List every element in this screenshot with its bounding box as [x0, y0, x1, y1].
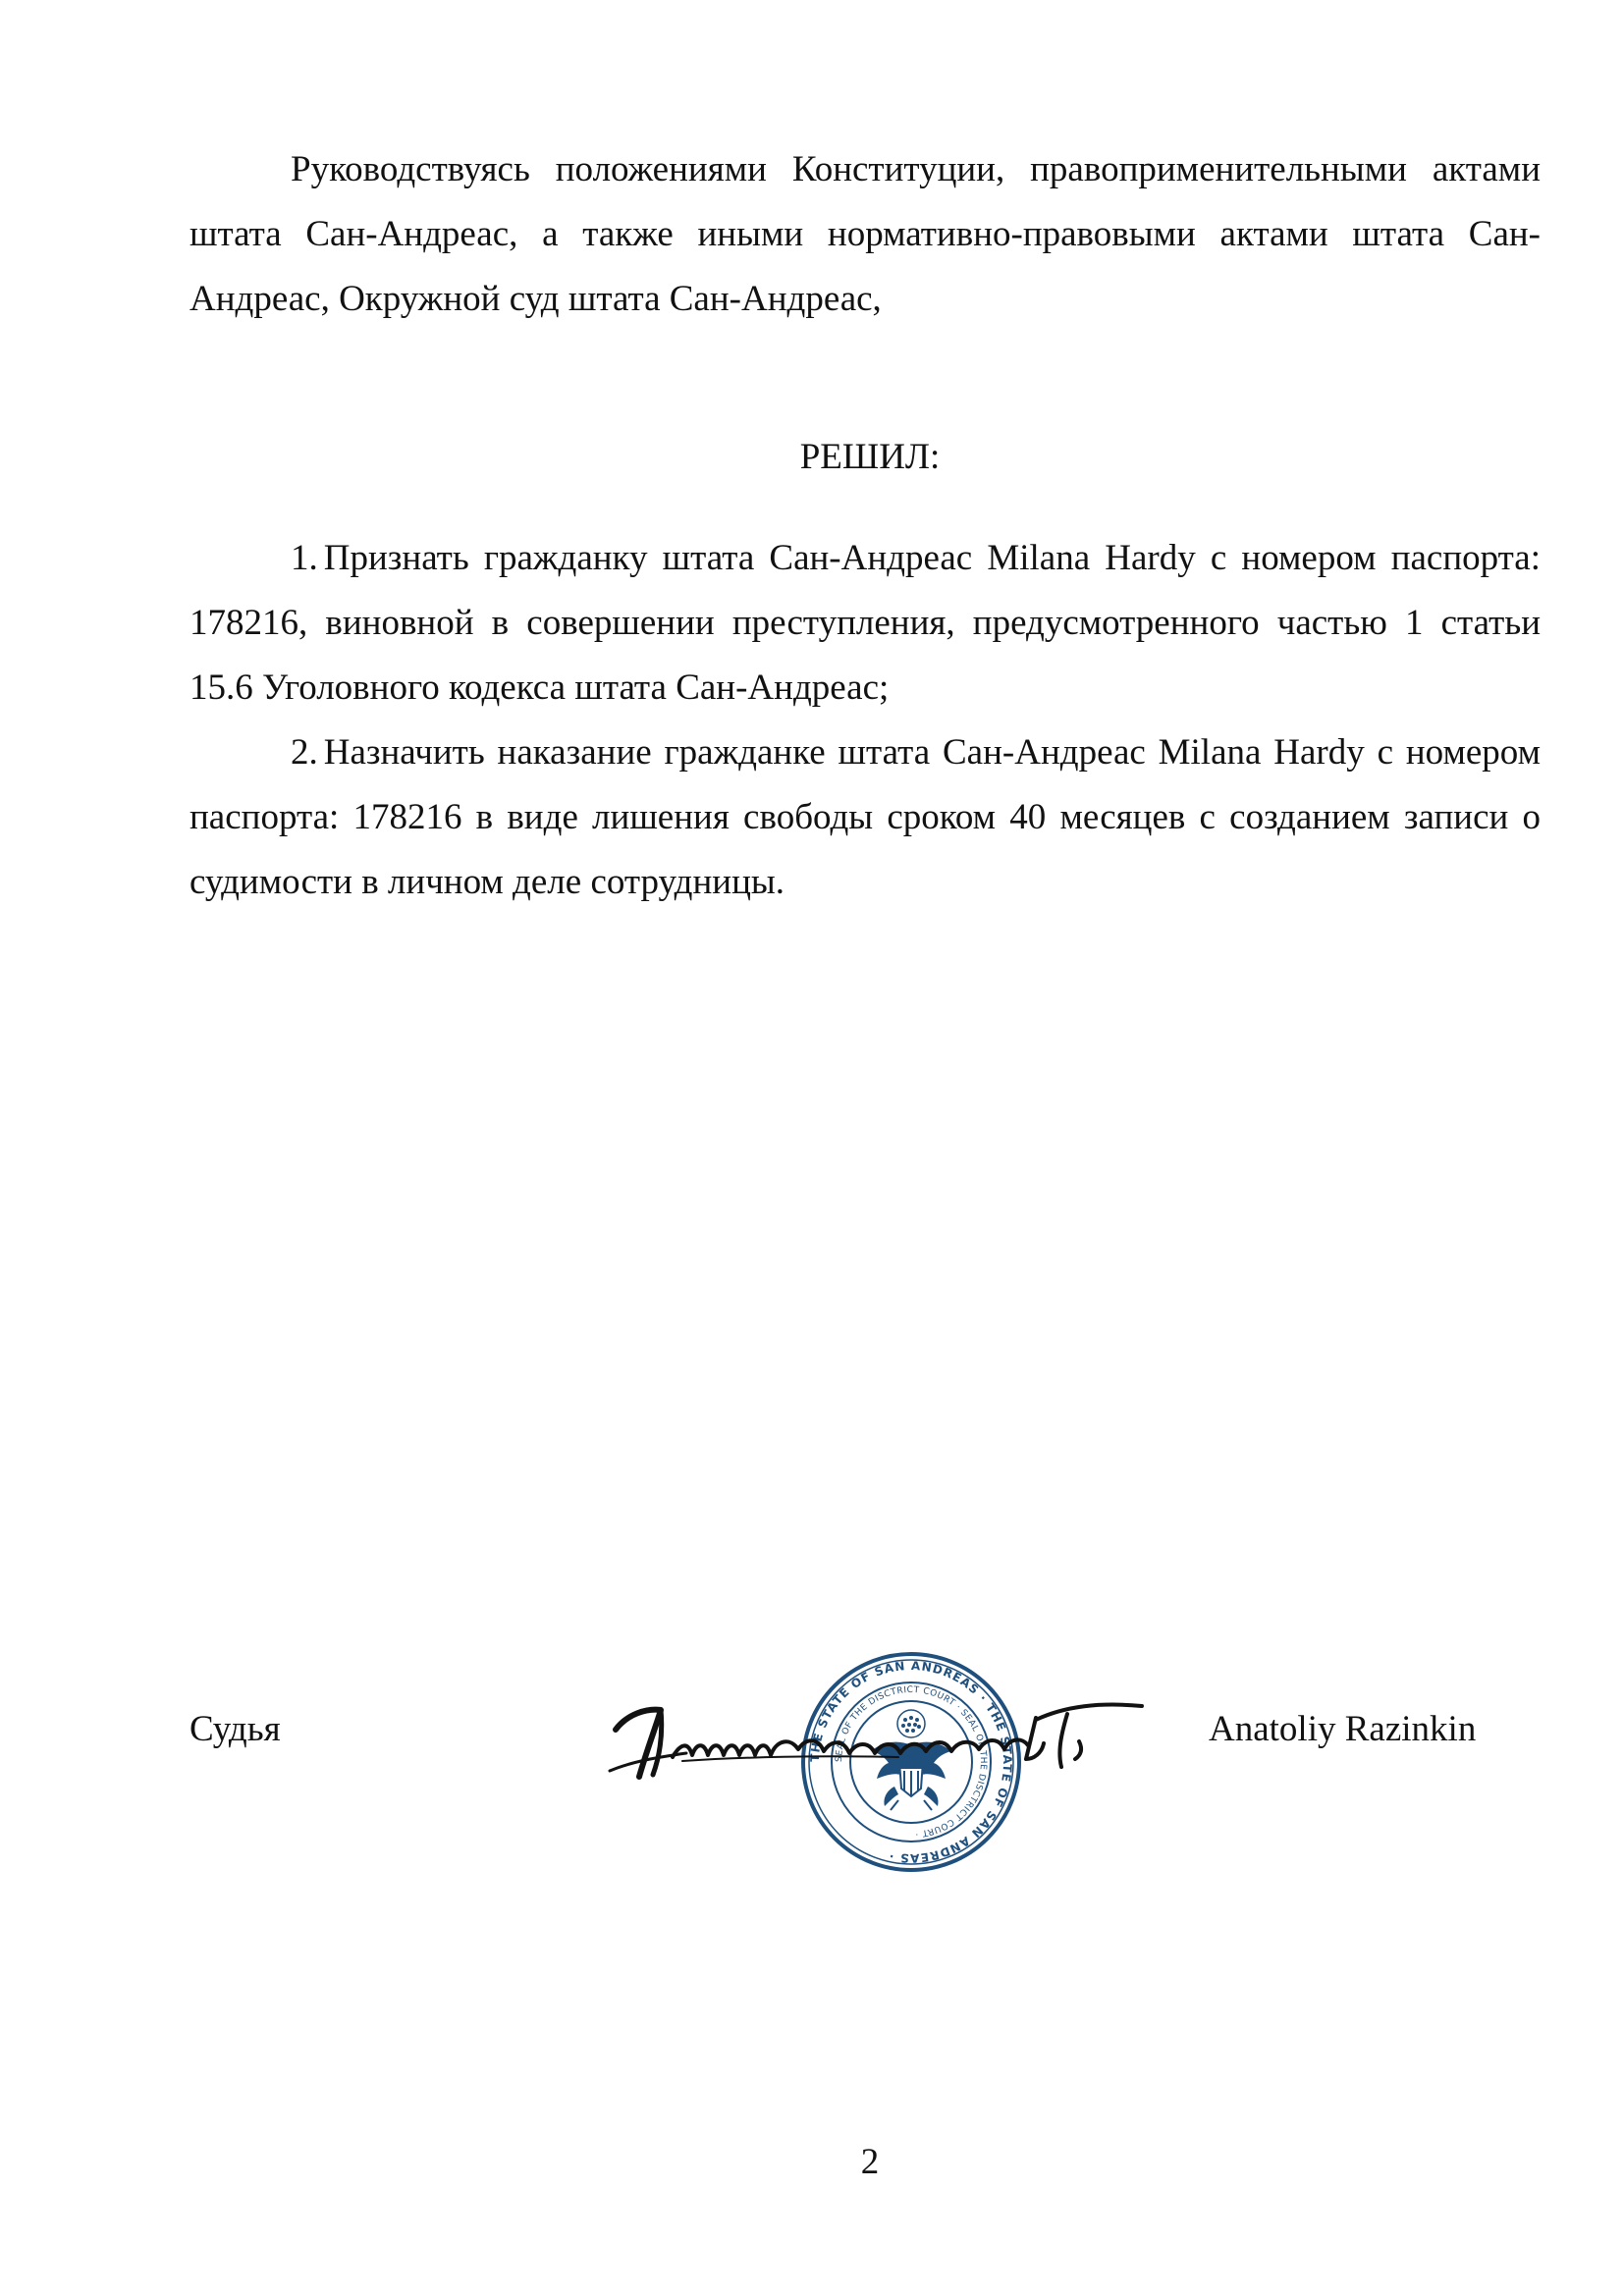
item-text: Назначить наказание гражданке штата Сан-Андреас Milana Hardy с номером паспорта: 178216 в виде лишения свободы сроком 40 месяцев с созданием записи о судимости в личном деле сотрудницы.	[189, 732, 1541, 902]
judge-role-label: Судья	[189, 1709, 281, 1749]
item-number: 1.	[291, 538, 318, 578]
seal-outer-text: THE STATE OF SAN ANDREAS · THE STATE OF SAN ANDREAS ·	[807, 1658, 1015, 1866]
decision-item-1	[189, 526, 1541, 721]
decision-item-2	[189, 721, 1541, 915]
item-number: 2.	[291, 732, 318, 773]
decision-items	[189, 526, 1541, 915]
seal-inner-text: SEAL OF THE DISCTRICT COURT · SEAL OF THE DISCTRICT COURT ·	[834, 1684, 989, 1839]
judge-name: Anatoliy Razinkin	[1209, 1709, 1477, 1749]
intro-paragraph: Руководствуясь положениями Конституции, правоприменительными актами штата Сан-Андреас, а также иными нормативно-правовыми актами штата Сан-Андреас, Окружной суд штата Сан-Андреас,	[189, 149, 1541, 319]
page-number: 2	[860, 2142, 880, 2182]
judge-signature-icon	[604, 1688, 1149, 1796]
item-text: Признать гражданку штата Сан-Андреас Milana Hardy с номером паспорта: 178216, виновной в совершении преступления, предусмотренного частью 1 статьи 15.6 Уголовного кодекса штата Сан-Андреас;	[189, 538, 1541, 708]
decision-heading: РЕШИЛ:	[799, 437, 941, 477]
